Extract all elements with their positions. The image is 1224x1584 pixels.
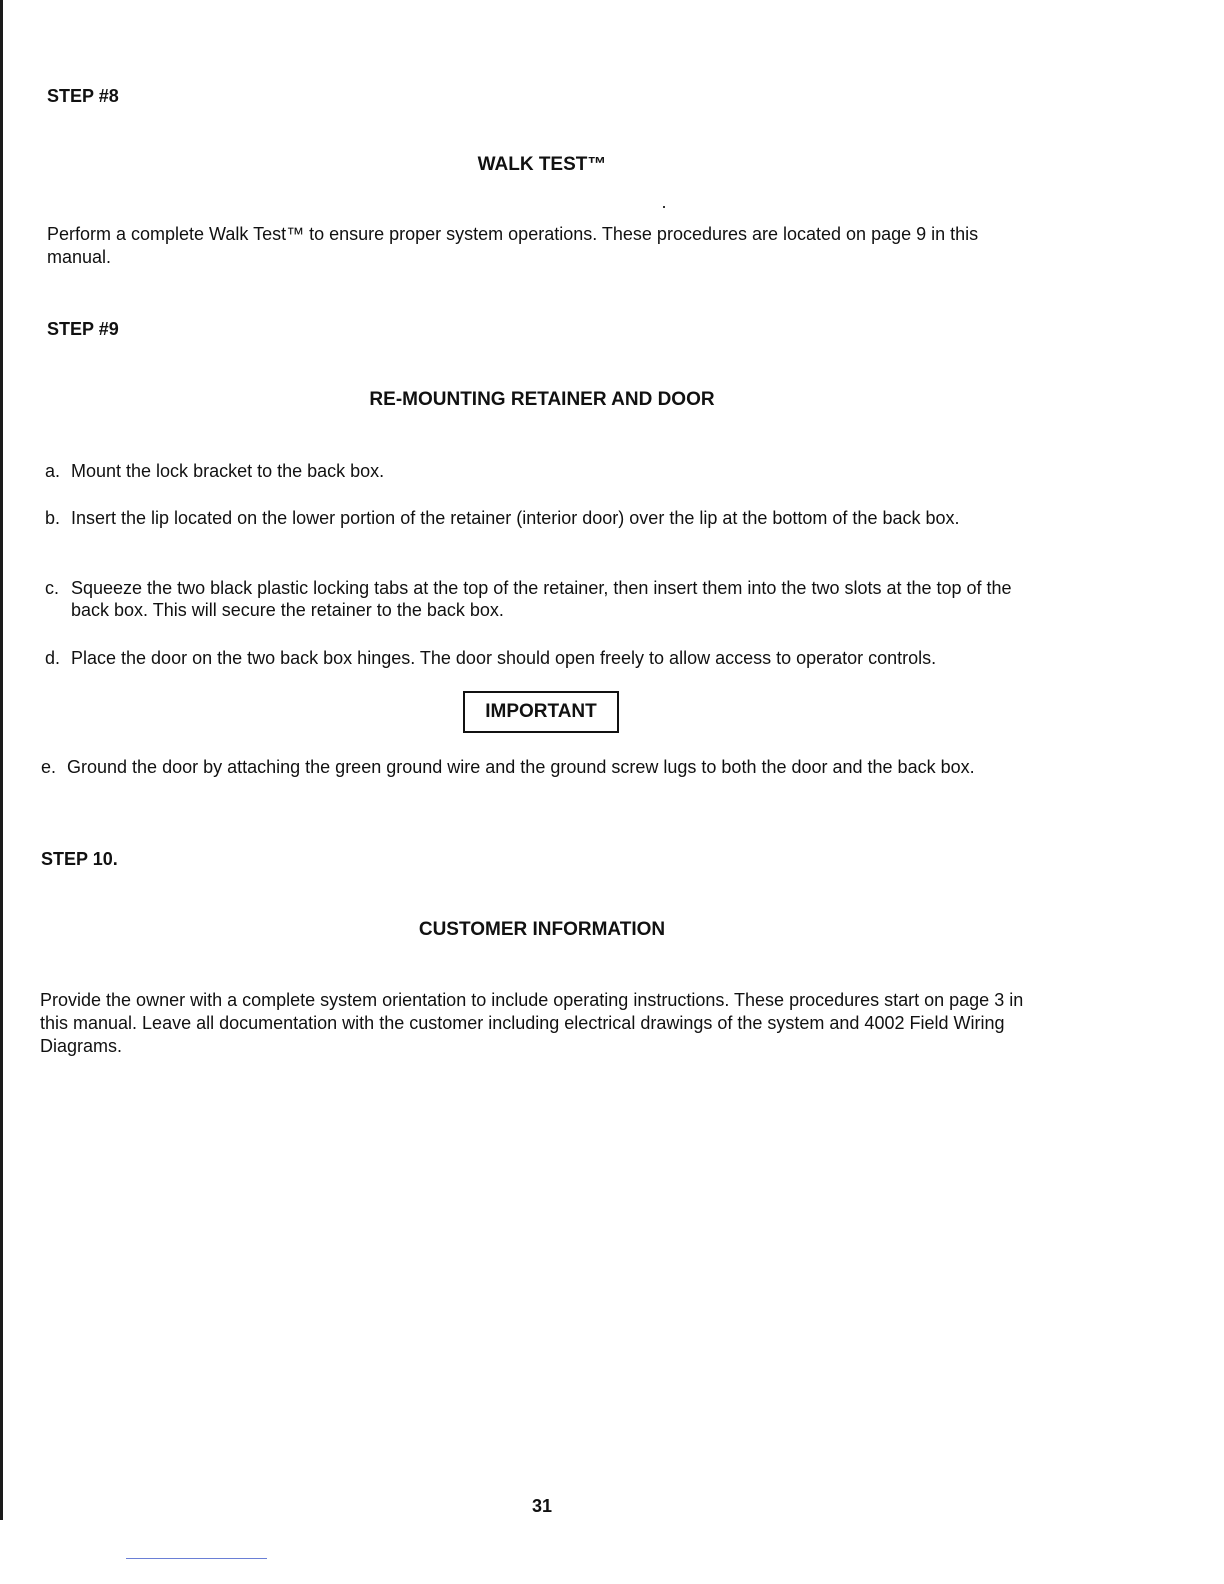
list-item-text: Mount the lock bracket to the back box. xyxy=(71,461,385,481)
list-item-letter: b. xyxy=(45,508,61,528)
step-10-label: STEP 10. xyxy=(41,849,118,869)
list-item-letter: c. xyxy=(45,578,60,598)
list-item-text: Place the door on the two back box hinges. The door should open freely to allow access to operator controls. xyxy=(71,648,937,668)
step-9-label: STEP #9 xyxy=(47,319,119,339)
scan-speck xyxy=(663,206,665,208)
list-item-letter: e. xyxy=(41,757,57,777)
remounting-heading: RE-MOUNTING RETAINER AND DOOR xyxy=(369,389,715,410)
list-item-letter: d. xyxy=(45,648,61,668)
list-item-text: Squeeze the two black plastic locking tabs at the top of the retainer, then insert them into the two slots at the top of the back box. This will secure the retainer to the back box. xyxy=(71,578,1012,620)
scan-edge xyxy=(0,0,3,1520)
list-item-d xyxy=(45,647,1045,669)
list-item-c xyxy=(45,577,1045,621)
scan-artifact-line xyxy=(126,1558,267,1559)
walk-test-heading: WALK TEST™ xyxy=(477,154,607,175)
list-item-b xyxy=(45,507,1045,529)
customer-information-heading: CUSTOMER INFORMATION xyxy=(418,919,666,940)
customer-information-paragraph: Provide the owner with a complete system orientation to include operating instructions. These procedures start on page 3 in this manual. Leave all documentation with the customer including electrical drawings of the system and 4002 Field Wiring Diagrams. xyxy=(40,990,1024,1056)
walk-test-paragraph: Perform a complete Walk Test™ to ensure proper system operations. These procedures are located on page 9 in this manual. xyxy=(47,224,979,267)
list-item-letter: a. xyxy=(45,461,61,481)
list-item-e xyxy=(41,756,1041,778)
important-notice-box: IMPORTANT xyxy=(463,691,619,733)
page-number: 31 xyxy=(531,1496,553,1516)
step-8-label: STEP #8 xyxy=(47,86,119,106)
list-item-text: Ground the door by attaching the green ground wire and the ground screw lugs to both the door and the back box. xyxy=(67,757,975,777)
list-item-a xyxy=(45,460,1045,482)
list-item-text: Insert the lip located on the lower portion of the retainer (interior door) over the lip at the bottom of the back box. xyxy=(71,508,960,528)
